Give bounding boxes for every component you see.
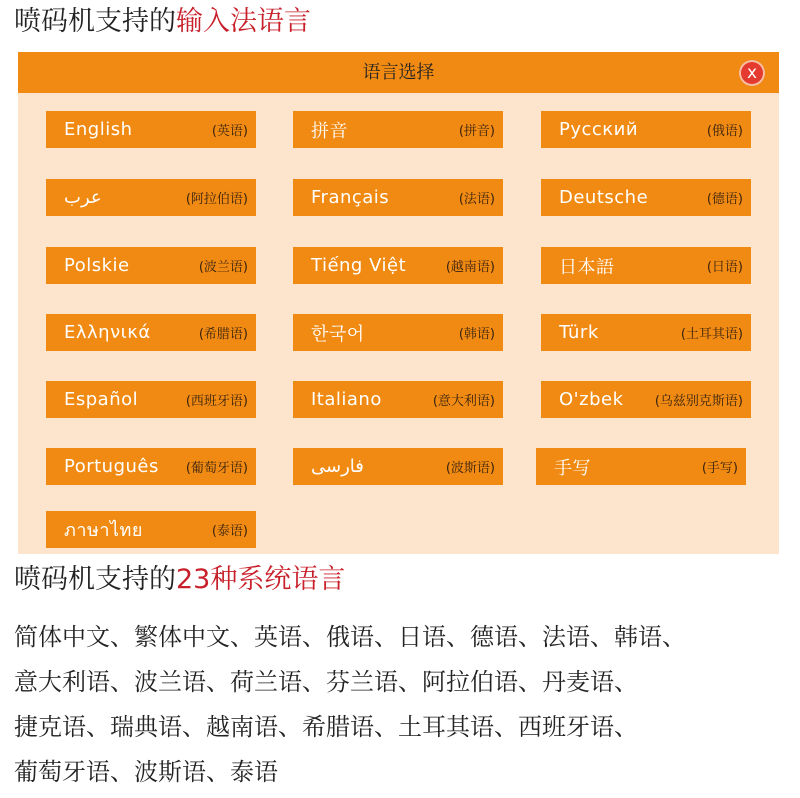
heading-system-languages [14,560,345,600]
lang-note: (乌兹别克斯语) [654,394,743,409]
lang-note: (日语) [706,260,743,275]
lang-note: (法语) [458,192,495,207]
lang-button-uzbek[interactable] [541,381,751,418]
lang-note: (波兰语) [198,260,248,275]
lang-button-russian[interactable] [541,111,751,148]
lang-name: Français [311,187,390,208]
lang-name: ภาษาไทย [64,520,143,541]
lang-name: عرب [64,187,102,208]
lang-button-persian[interactable] [293,448,503,485]
lang-note: (俄语) [706,124,743,139]
lang-name: Polskie [64,255,130,276]
lang-note: (手写) [701,461,738,476]
lang-name: Português [64,456,159,477]
lang-name: 拼音 [311,120,348,142]
lang-note: (希腊语) [198,327,248,342]
system-language-line: 简体中文、繁体中文、英语、俄语、日语、德语、法语、韩语、 [14,623,686,651]
lang-name: 한국어 [311,323,365,345]
system-language-line: 意大利语、波兰语、荷兰语、芬兰语、阿拉伯语、丹麦语、 [14,668,638,696]
lang-note: (葡萄牙语) [185,461,248,476]
lang-button-spanish[interactable] [46,381,256,418]
language-select-dialog [18,52,779,554]
system-language-list [14,615,794,795]
lang-note: (波斯语) [445,461,495,476]
lang-name: Ελληνικά [64,322,151,343]
lang-name: Türk [559,322,599,343]
dialog-titlebar [18,52,779,93]
lang-name: English [64,119,133,140]
heading-input-languages-black: 喷码机支持的 [14,6,176,37]
lang-button-japanese[interactable] [541,247,751,284]
lang-button-polish[interactable] [46,247,256,284]
lang-button-german[interactable] [541,179,751,216]
lang-note: (德语) [706,192,743,207]
lang-note: (意大利语) [432,394,495,409]
heading-system-languages-black: 喷码机支持的 [14,564,176,595]
lang-button-turkish[interactable] [541,314,751,351]
lang-name: Deutsche [559,187,649,208]
lang-name: 手写 [554,457,591,479]
lang-button-italian[interactable] [293,381,503,418]
lang-note: (越南语) [445,260,495,275]
lang-note: (韩语) [458,327,495,342]
dialog-title: 语言选择 [362,62,435,83]
lang-button-vietnamese[interactable] [293,247,503,284]
heading-system-languages-red: 23种系统语言 [176,564,346,595]
lang-name: Tiếng Việt [311,255,407,276]
system-language-line: 捷克语、瑞典语、越南语、希腊语、土耳其语、西班牙语、 [14,713,638,741]
lang-note: (西班牙语) [185,394,248,409]
lang-name: O'zbek [559,389,624,410]
lang-button-arabic[interactable] [46,179,256,216]
lang-note: (英语) [211,124,248,139]
lang-button-korean[interactable] [293,314,503,351]
lang-name: Español [64,389,139,410]
lang-name: Русский [559,119,639,140]
close-icon[interactable]: x [739,60,765,86]
lang-name: Italiano [311,389,382,410]
lang-button-english[interactable] [46,111,256,148]
lang-button-pinyin[interactable] [293,111,503,148]
lang-button-portuguese[interactable] [46,448,256,485]
system-language-line: 葡萄牙语、波斯语、泰语 [14,758,278,786]
heading-input-languages [14,2,311,42]
lang-name: 日本語 [559,256,615,278]
lang-note: (土耳其语) [680,327,743,342]
lang-note: (阿拉伯语) [185,192,248,207]
lang-button-handwriting[interactable] [536,448,746,485]
lang-button-thai[interactable] [46,511,256,548]
lang-note: (拼音) [458,124,495,139]
lang-button-greek[interactable] [46,314,256,351]
lang-name: فارسی [311,456,364,477]
lang-button-french[interactable] [293,179,503,216]
heading-input-languages-red: 输入法语言 [176,6,311,37]
lang-note: (泰语) [211,524,248,539]
